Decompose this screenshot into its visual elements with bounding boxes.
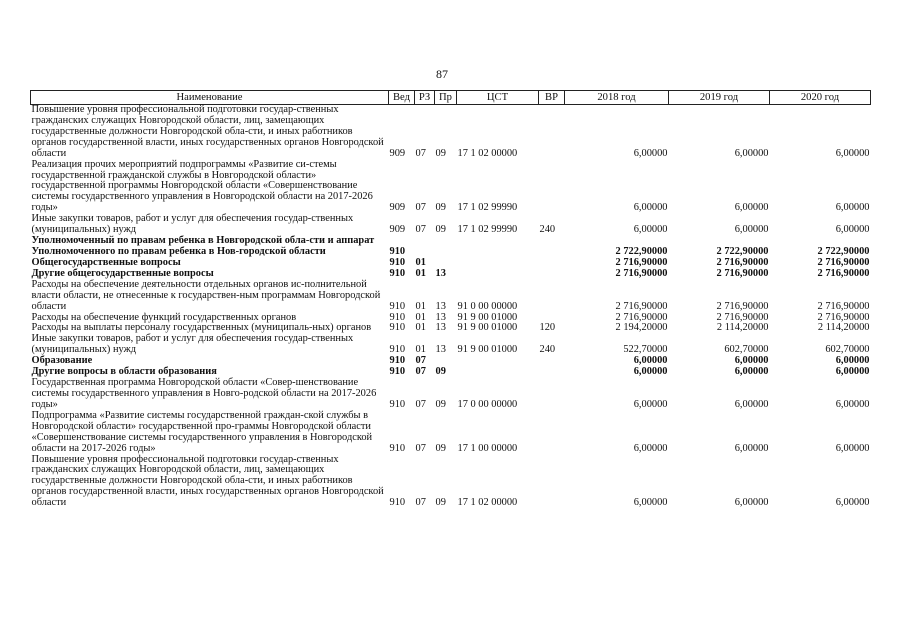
row-2019: 6,00000 [734, 202, 769, 214]
row-2019: 2 114,20000 [716, 322, 769, 334]
header-2018: 2018 год [565, 91, 669, 105]
row-name: Другие общегосударственные вопросы [31, 267, 214, 279]
row-name: Повышение уровня профессиональной подготовки государ-ственных гражданских служащих Новгородской области, лиц, замещающих государственные должности Новгородской обла-сти, и иных работников органов государственной власти, иных государственных органов Новгородской области [31, 453, 384, 509]
row-pr: 13 [435, 267, 446, 279]
row-pr: 13 [435, 311, 446, 323]
row-rz: 07 [415, 366, 426, 378]
row-2018: 2 716,90000 [615, 256, 668, 268]
row-vr [539, 236, 565, 258]
row-2019: 2 716,90000 [716, 267, 769, 279]
row-2019: 6,00000 [734, 497, 769, 509]
row-pr: 13 [435, 300, 446, 312]
row-rz: 01 [415, 256, 426, 268]
row-rz: 07 [415, 202, 426, 214]
row-2019: 6,00000 [734, 224, 769, 236]
table-row [31, 236, 871, 258]
row-cst: 17 0 00 00000 [457, 398, 518, 410]
table-row [31, 105, 871, 160]
header-rz: РЗ [415, 91, 435, 105]
table-row [31, 334, 871, 356]
row-2020: 6,00000 [835, 398, 870, 410]
row-2020: 2 114,20000 [817, 322, 870, 334]
row-2018: 2 194,20000 [615, 322, 668, 334]
row-2020: 6,00000 [835, 442, 870, 454]
row-cst: 91 9 00 01000 [457, 344, 518, 356]
row-2020: 6,00000 [835, 355, 870, 367]
row-cst: 17 1 02 00000 [457, 497, 518, 509]
row-pr: 13 [435, 344, 446, 356]
header-2020: 2020 год [770, 91, 871, 105]
row-name: Иные закупки товаров, работ и услуг для обеспечения государ-ственных (муниципальных) нужд [31, 213, 354, 236]
row-cst [457, 356, 539, 367]
row-cst: 17 1 02 00000 [457, 147, 518, 159]
row-vr [539, 258, 565, 269]
row-ved: 910 [389, 497, 406, 509]
row-vr [539, 367, 565, 378]
row-vr [539, 280, 565, 313]
row-name: Общегосударственные вопросы [31, 256, 181, 268]
row-2020: 6,00000 [835, 224, 870, 236]
row-cst [457, 367, 539, 378]
row-ved: 910 [389, 322, 406, 334]
row-name: Повышение уровня профессиональной подготовки государ-ственных гражданских служащих Новгородской области, лиц, замещающих государственные должности Новгородской обла-сти, и иных работников органов государственной власти, иных государственных органов Новгородской области [31, 104, 384, 159]
row-rz: 01 [415, 300, 426, 312]
row-2019: 2 722,90000 [716, 245, 769, 257]
row-name: Образование [31, 355, 93, 367]
table-row [31, 280, 871, 313]
row-name: Подпрограмма «Развитие системы государственной граждан-ской службы в Новгородской области» государственной про-граммы Новгородской области «Совершенствование системы государственного управления в Новгородской области на 2017-2026 годы» [31, 409, 373, 454]
row-2019: 2 716,90000 [716, 311, 769, 323]
table-header-row [31, 91, 871, 105]
header-cst: ЦСТ [457, 91, 539, 105]
row-vr [539, 455, 565, 510]
row-name: Государственная программа Новгородской области «Совер-шенствование системы государственного управления в Новго-родской области на 2017-2026 годы» [31, 377, 377, 410]
row-2019: 6,00000 [734, 147, 769, 159]
table-row [31, 160, 871, 215]
row-2018: 6,00000 [633, 202, 668, 214]
row-2019: 6,00000 [734, 355, 769, 367]
row-2018: 6,00000 [633, 366, 668, 378]
row-cst: 91 0 00 00000 [457, 300, 518, 312]
row-2018: 2 722,90000 [615, 245, 668, 257]
table-row [31, 411, 871, 455]
row-2020: 2 716,90000 [817, 311, 870, 323]
header-2019: 2019 год [669, 91, 770, 105]
row-2018: 6,00000 [633, 497, 668, 509]
row-rz: 07 [415, 355, 426, 367]
row-2020: 6,00000 [835, 147, 870, 159]
row-rz [415, 236, 435, 258]
row-name: Уполномоченный по правам ребенка в Новгородской обла-сти и аппарат Уполномоченного по правам ребенка в Нов-городской области [31, 235, 375, 257]
row-2020: 2 716,90000 [817, 300, 870, 312]
row-ved: 910 [389, 398, 406, 410]
row-2020: 6,00000 [835, 366, 870, 378]
row-name: Другие вопросы в области образования [31, 366, 217, 378]
row-vr [539, 269, 565, 280]
row-rz: 07 [415, 497, 426, 509]
row-pr [435, 236, 457, 258]
header-ved: Вед [389, 91, 415, 105]
row-vr: 240 [539, 344, 556, 356]
header-pr: Пр [435, 91, 457, 105]
row-cst [457, 236, 539, 258]
row-rz: 01 [415, 267, 426, 279]
page-number: 87 [436, 67, 448, 81]
row-2020: 6,00000 [835, 497, 870, 509]
row-2020: 602,70000 [825, 344, 870, 356]
row-cst [457, 269, 539, 280]
row-2019: 6,00000 [734, 398, 769, 410]
row-name: Иные закупки товаров, работ и услуг для обеспечения государ-ственных (муниципальных) нужд [31, 333, 354, 356]
row-name: Расходы на выплаты персоналу государственных (муниципаль-ных) органов [31, 322, 372, 334]
row-pr: 13 [435, 322, 446, 334]
row-2019: 6,00000 [734, 442, 769, 454]
row-vr [539, 105, 565, 160]
row-2020: 6,00000 [835, 202, 870, 214]
row-2018: 6,00000 [633, 147, 668, 159]
row-2018: 522,70000 [623, 344, 668, 356]
row-2020: 2 722,90000 [817, 245, 870, 257]
row-ved: 909 [389, 147, 406, 159]
row-rz: 07 [415, 224, 426, 236]
row-ved: 910 [389, 300, 406, 312]
row-pr: 09 [435, 398, 446, 410]
row-cst [457, 258, 539, 269]
row-rz: 01 [415, 322, 426, 334]
row-2018: 2 716,90000 [615, 267, 668, 279]
row-ved: 910 [389, 245, 406, 257]
budget-table [30, 90, 871, 509]
row-rz: 07 [415, 442, 426, 454]
row-vr: 120 [539, 322, 556, 334]
row-ved: 909 [389, 202, 406, 214]
row-vr [539, 411, 565, 455]
row-cst: 17 1 00 00000 [457, 442, 518, 454]
row-rz: 01 [415, 344, 426, 356]
table-row [31, 378, 871, 411]
row-2018: 2 716,90000 [615, 300, 668, 312]
row-2020: 2 716,90000 [817, 256, 870, 268]
row-name: Реализация прочих мероприятий подпрограммы «Развитие си-стемы государственной гражданской службы в Новгородской области» государственной программы Новгородской области «Совершенствование системы государственного управления в Новгородской области на 2017-2026 годы» [31, 158, 373, 214]
table-body [31, 105, 871, 510]
row-2020: 2 716,90000 [817, 267, 870, 279]
row-2018: 6,00000 [633, 398, 668, 410]
row-rz: 07 [415, 147, 426, 159]
row-2018: 6,00000 [633, 355, 668, 367]
table-row [31, 455, 871, 510]
row-ved: 910 [389, 267, 406, 279]
row-pr: 09 [435, 366, 446, 378]
row-ved: 909 [389, 224, 406, 236]
row-ved: 910 [389, 442, 406, 454]
row-pr: 09 [435, 497, 446, 509]
row-2018: 6,00000 [633, 224, 668, 236]
row-2019: 2 716,90000 [716, 256, 769, 268]
row-pr: 09 [435, 147, 446, 159]
header-name: Наименование [31, 91, 389, 105]
row-vr [539, 356, 565, 367]
row-ved: 910 [389, 256, 406, 268]
row-ved: 910 [389, 366, 406, 378]
row-cst: 17 1 02 99990 [457, 202, 518, 214]
row-rz: 07 [415, 398, 426, 410]
row-ved: 910 [389, 355, 406, 367]
row-ved: 910 [389, 311, 406, 323]
row-cst: 17 1 02 99990 [457, 224, 518, 236]
row-2018: 6,00000 [633, 442, 668, 454]
table-row [31, 214, 871, 236]
row-ved: 910 [389, 344, 406, 356]
row-cst: 91 9 00 01000 [457, 311, 518, 323]
row-vr [539, 378, 565, 411]
row-rz: 01 [415, 311, 426, 323]
row-cst: 91 9 00 01000 [457, 322, 518, 334]
row-2019: 2 716,90000 [716, 300, 769, 312]
row-pr: 09 [435, 202, 446, 214]
row-pr: 09 [435, 442, 446, 454]
row-2019: 6,00000 [734, 366, 769, 378]
row-name: Расходы на обеспечение деятельности отдельных органов ис-полнительной власти области, не отнесенные к государствен-ным программам Новгородской области [31, 278, 381, 312]
header-vr: ВР [539, 91, 565, 105]
row-2019: 602,70000 [724, 344, 769, 356]
row-vr [539, 160, 565, 215]
row-vr: 240 [539, 224, 556, 236]
row-name: Расходы на обеспечение функций государственных органов [31, 311, 297, 323]
row-2018: 2 716,90000 [615, 311, 668, 323]
row-pr: 09 [435, 224, 446, 236]
